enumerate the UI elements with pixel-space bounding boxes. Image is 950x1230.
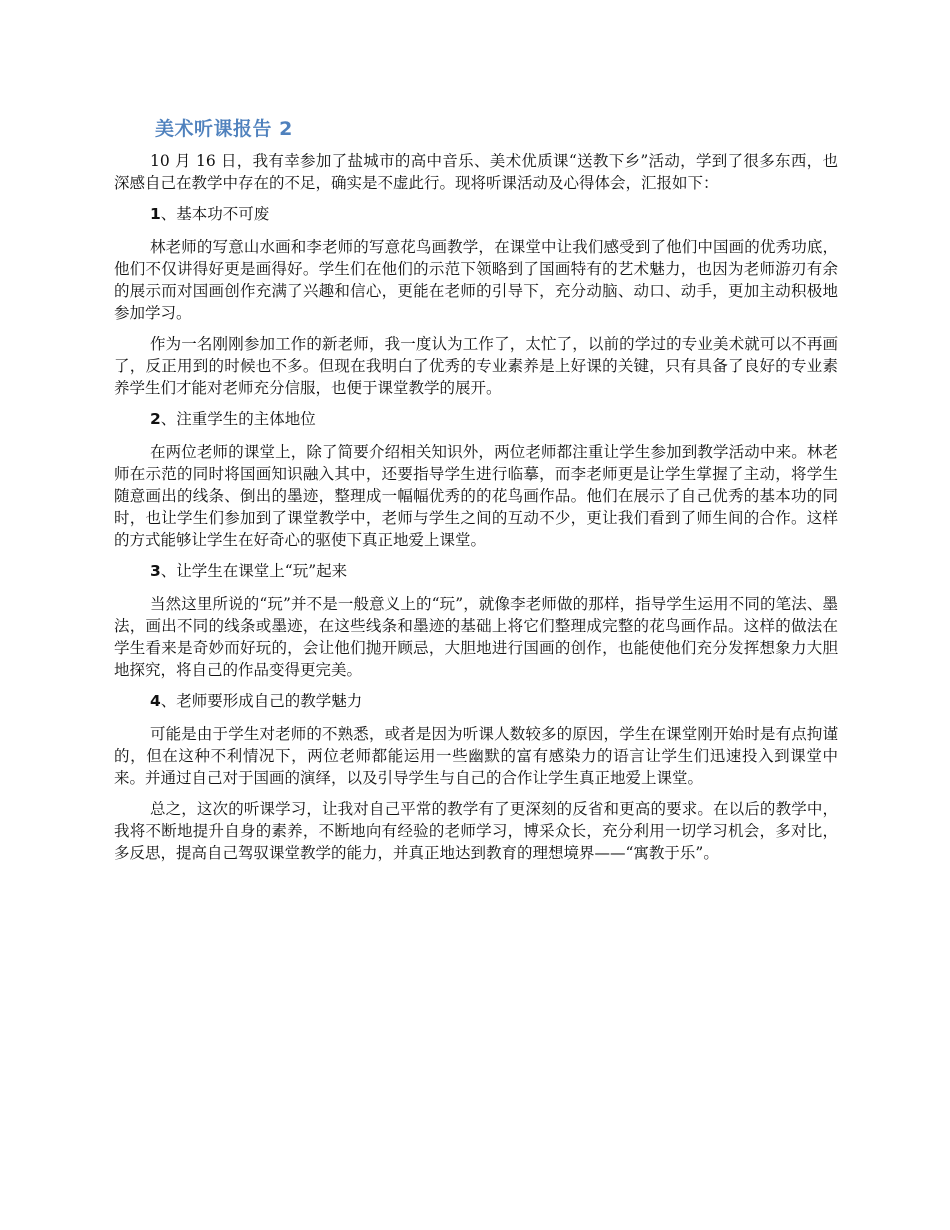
section-number: 4 <box>150 692 161 710</box>
section-number: 2 <box>150 410 161 428</box>
body-paragraph: 当然这里所说的“玩”并不是一般意义上的“玩”，就像李老师做的那样，指导学生运用不同的笔法、墨法，画出不同的线条或墨迹，在这些线条和墨迹的基础上将它们整理成完整的花鸟画作品。这样的做法在学生看来是奇妙而好玩的，会让他们抛开顾忌，大胆地进行国画的创作，也能使他们充分发挥想象力大胆地探究，将自己的作品变得更完美。 <box>114 595 838 679</box>
section-heading-text: 、让学生在课堂上“玩”起来 <box>160 562 348 580</box>
body-paragraph: 在两位老师的课堂上，除了简要介绍相关知识外，两位老师都注重让学生参加到教学活动中来。林老师在示范的同时将国画知识融入其中，还要指导学生进行临摹，而李老师更是让学生掌握了主动，将学生随意画出的线条、倒出的墨迹，整理成一幅幅优秀的的花鸟画作品。他们在展示了自己优秀的基本功的同时，也让学生们参加到了课堂教学中，老师与学生之间的互动不少，更让我们看到了师生间的合作。这样的方式能够让学生在好奇心的驱使下真正地爱上课堂。 <box>114 443 838 549</box>
section-heading-text: 、注重学生的主体地位 <box>160 410 316 428</box>
section-number: 3 <box>150 562 161 580</box>
document-title: 美术听课报告 2 <box>155 118 293 140</box>
body-paragraph: 林老师的写意山水画和李老师的写意花鸟画教学，在课堂中让我们感受到了他们中国画的优秀功底，他们不仅讲得好更是画得好。学生们在他们的示范下领略到了国画特有的艺术魅力，也因为老师游刃有余的展示而对国画创作充满了兴趣和信心，更能在老师的引导下，充分动脑、动口、动手，更加主动积极地参加学习。 <box>114 238 838 322</box>
conclusion-paragraph: 总之，这次的听课学习，让我对自己平常的教学有了更深刻的反省和更高的要求。在以后的教学中，我将不断地提升自身的素养，不断地向有经验的老师学习，博采众长，充分利用一切学习机会，多对比，多反思，提高自己驾驭课堂教学的能力，并真正地达到教育的理想境界——“寓教于乐”。 <box>114 800 838 862</box>
section-heading-text: 、基本功不可废 <box>160 205 270 223</box>
section-heading-1 <box>114 203 838 225</box>
section-heading-4 <box>114 690 838 712</box>
section-number: 1 <box>150 205 161 223</box>
intro-paragraph: 10 月 16 日，我有幸参加了盐城市的高中音乐、美术优质课“送教下乡”活动，学到了很多东西，也深感自己在教学中存在的不足，确实是不虚此行。现将听课活动及心得体会，汇报如下： <box>114 152 838 192</box>
body-paragraph: 作为一名刚刚参加工作的新老师，我一度认为工作了，太忙了，以前的学过的专业美术就可以不再画了，反正用到的时候也不多。但现在我明白了优秀的专业素养是上好课的关键，只有具备了良好的专业素养学生们才能对老师充分信服，也便于课堂教学的展开。 <box>114 335 838 397</box>
section-heading-3 <box>114 560 838 582</box>
section-heading-2 <box>114 408 838 430</box>
section-heading-text: 、老师要形成自己的教学魅力 <box>160 692 363 710</box>
document-body <box>114 150 838 873</box>
body-paragraph: 可能是由于学生对老师的不熟悉，或者是因为听课人数较多的原因，学生在课堂刚开始时是有点拘谨的，但在这种不利情况下，两位老师都能运用一些幽默的富有感染力的语言让学生们迅速投入到课堂中来。并通过自己对于国画的演绎，以及引导学生与自己的合作让学生真正地爱上课堂。 <box>114 725 838 787</box>
